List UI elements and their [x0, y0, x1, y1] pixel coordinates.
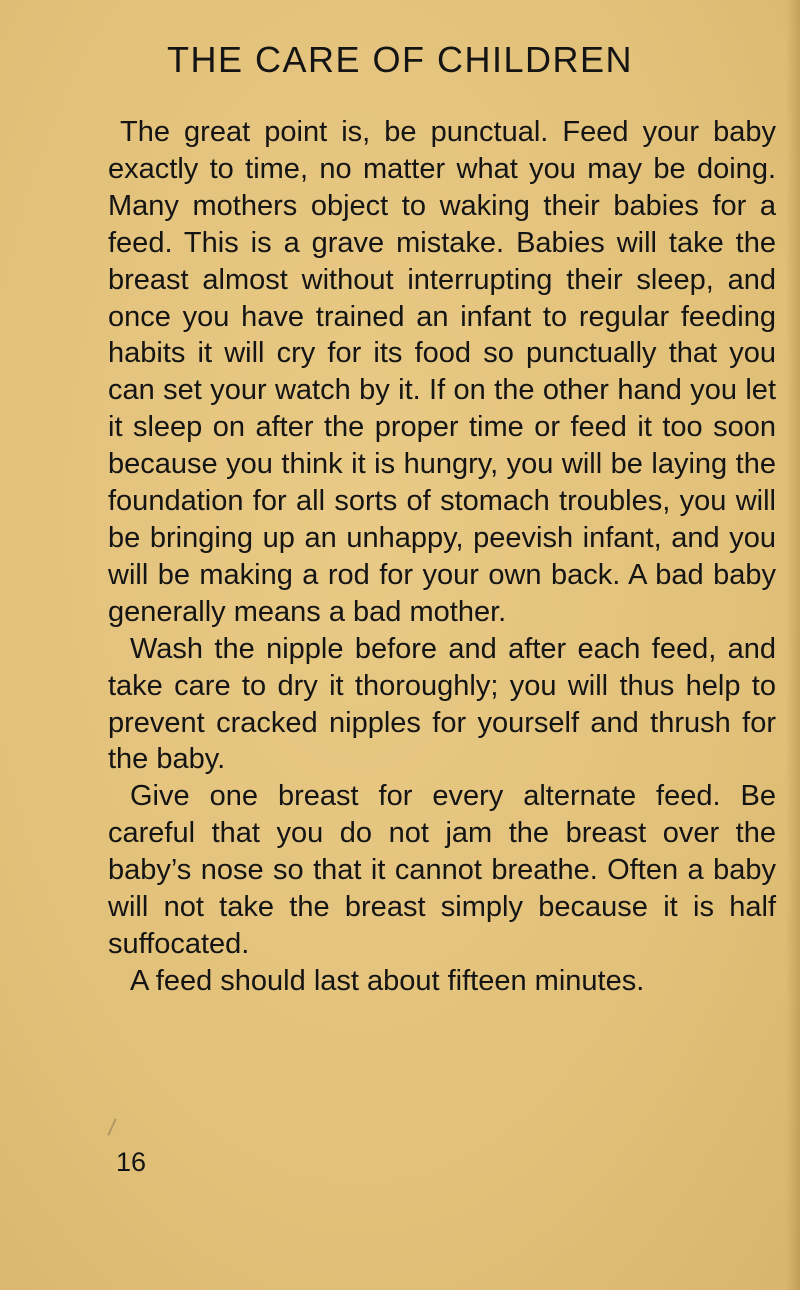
running-head: THE CARE OF CHILDREN	[166, 39, 634, 80]
pencil-mark	[107, 1118, 116, 1135]
body-text	[108, 114, 776, 1000]
page-edge-shadow	[786, 0, 800, 1290]
paragraph-alternate-breast: Give one breast for every alternate feed. Be careful that you do not jam the breast over the baby’s nose so that it cannot breathe. Often a baby will not take the breast simply because it is half suffocated.	[108, 780, 776, 960]
paragraph-wash-nipple: Wash the nipple before and after each feed, and take care to dry it thoroughly; you will thus help to prevent cracked nipples for yourself and thrush for the baby.	[108, 632, 776, 776]
page-number: 16	[116, 1147, 147, 1177]
paragraph-punctual-feeding: The great point is, be punctual. Feed your baby exactly to time, no matter what you may be doing. Many mothers object to waking their babies for a feed. This is a grave mistake. Babies will take the breast almost without interrupting their sleep, and once you have trained an infant to regular feeding habits it will cry for its food so punctually that you can set your watch by it. If on the other hand you let it sleep on after the proper time or feed it too soon because you think it is hungry, you will be laying the foundation for all sorts of stomach troubles, you will be bringing up an unhappy, peevish infant, and you will be making a rod for your own back. A bad baby generally means a bad mother.	[108, 116, 776, 628]
paragraph-feed-duration: A feed should last about fifteen minutes.	[130, 964, 645, 997]
